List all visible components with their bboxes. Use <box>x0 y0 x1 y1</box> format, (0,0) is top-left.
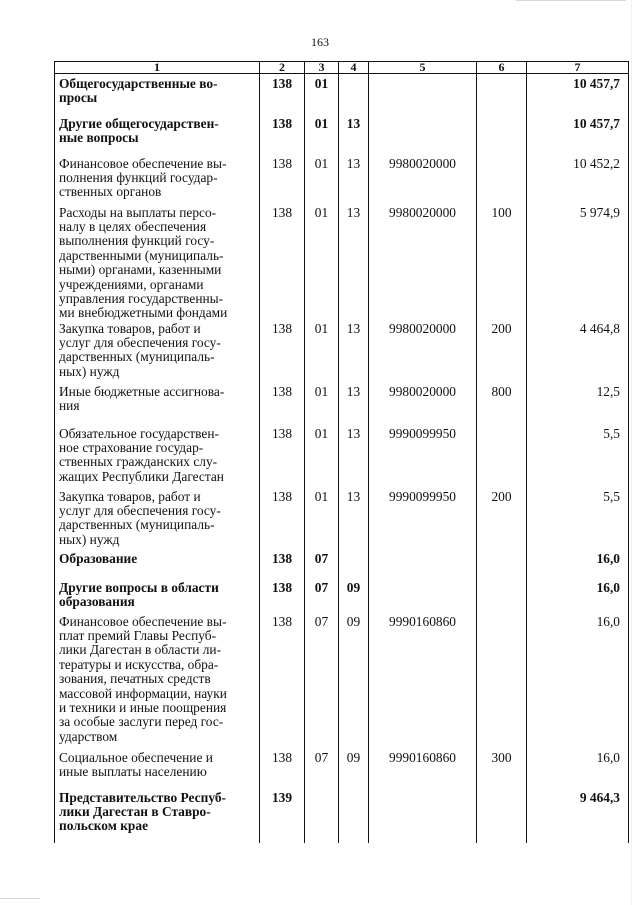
target-article-code: 9980020000 <box>369 206 477 322</box>
column-header: 2 <box>260 62 305 74</box>
amount: 5,5 <box>527 490 629 552</box>
row-name: Другие вопросы в области образования <box>55 581 260 615</box>
table-row <box>55 322 629 385</box>
target-article-code: 9980020000 <box>369 385 477 427</box>
row-name: Закупка товаров, работ и услуг для обеспечения госу- дарственных (муниципаль- ных) нужд <box>55 322 260 385</box>
budget-table <box>54 61 629 843</box>
table-row <box>55 74 629 117</box>
page-number: 163 <box>311 35 329 49</box>
target-article-code <box>369 552 477 581</box>
subsection-code <box>339 791 369 843</box>
expense-type-code <box>477 791 527 843</box>
amount: 12,5 <box>527 385 629 427</box>
ministry-code: 138 <box>260 552 305 581</box>
table-row <box>55 427 629 490</box>
amount: 9 464,3 <box>527 791 629 843</box>
subsection-code: 13 <box>339 206 369 322</box>
target-article-code: 9990099950 <box>369 427 477 490</box>
row-name: Финансовое обеспечение вы- полнения функций государ- ственных органов <box>55 157 260 206</box>
section-code: 01 <box>305 157 339 206</box>
amount: 5 974,9 <box>527 206 629 322</box>
table-row <box>55 206 629 322</box>
table-row <box>55 490 629 552</box>
subsection-code: 13 <box>339 322 369 385</box>
table-row <box>55 751 629 791</box>
target-article-code: 9980020000 <box>369 157 477 206</box>
expense-type-code <box>477 117 527 157</box>
expense-type-code: 800 <box>477 385 527 427</box>
column-number-header-row <box>55 62 629 74</box>
subsection-code: 09 <box>339 751 369 791</box>
row-name: Социальное обеспечение и иные выплаты населению <box>55 751 260 791</box>
subsection-code <box>339 74 369 117</box>
amount: 10 457,7 <box>527 117 629 157</box>
section-code: 01 <box>305 322 339 385</box>
target-article-code: 9990160860 <box>369 615 477 751</box>
expense-type-code: 200 <box>477 322 527 385</box>
expense-type-code <box>477 581 527 615</box>
section-code: 01 <box>305 385 339 427</box>
ministry-code: 138 <box>260 615 305 751</box>
amount: 10 452,2 <box>527 157 629 206</box>
table-row <box>55 615 629 751</box>
amount: 5,5 <box>527 427 629 490</box>
expense-type-code <box>477 615 527 751</box>
column-header: 5 <box>369 62 477 74</box>
subsection-code: 09 <box>339 581 369 615</box>
target-article-code: 9990160860 <box>369 751 477 791</box>
subsection-code: 13 <box>339 385 369 427</box>
row-name: Расходы на выплаты персо- налу в целях обеспечения выполнения функций госу- дарственными (муниципаль- ными) органами, казенными учреждениями, органами управления государственны- ми внебюджетными фондами <box>55 206 260 322</box>
expense-type-code <box>477 427 527 490</box>
subsection-code <box>339 552 369 581</box>
target-article-code <box>369 117 477 157</box>
bottom-edge-rule <box>0 898 40 899</box>
budget-table-body <box>55 74 629 843</box>
top-edge-rule <box>516 0 626 1</box>
section-code: 01 <box>305 206 339 322</box>
column-header: 1 <box>55 62 260 74</box>
target-article-code <box>369 581 477 615</box>
row-name: Другие общегосударствен- ные вопросы <box>55 117 260 157</box>
section-code: 07 <box>305 615 339 751</box>
amount: 4 464,8 <box>527 322 629 385</box>
section-code: 01 <box>305 490 339 552</box>
section-code: 07 <box>305 552 339 581</box>
ministry-code: 138 <box>260 427 305 490</box>
amount: 10 457,7 <box>527 74 629 117</box>
row-name: Общегосударственные во- просы <box>55 74 260 117</box>
ministry-code: 138 <box>260 490 305 552</box>
row-name: Представительство Респуб- лики Дагестан в Ставро- польском крае <box>55 791 260 843</box>
row-name: Финансовое обеспечение вы- плат премий Главы Респуб- лики Дагестан в области ли- тературы и искусства, обра- зования, печатных средств массовой информации, науки и техники и иные поощрения за особые заслуги перед гос- ударством <box>55 615 260 751</box>
expense-type-code <box>477 552 527 581</box>
target-article-code: 9980020000 <box>369 322 477 385</box>
table-row <box>55 552 629 581</box>
ministry-code: 138 <box>260 157 305 206</box>
row-name: Закупка товаров, работ и услуг для обеспечения госу- дарственных (муниципаль- ных) нужд <box>55 490 260 552</box>
ministry-code: 139 <box>260 791 305 843</box>
ministry-code: 138 <box>260 385 305 427</box>
ministry-code: 138 <box>260 581 305 615</box>
section-code <box>305 791 339 843</box>
target-article-code <box>369 791 477 843</box>
table-row <box>55 117 629 157</box>
section-code: 01 <box>305 74 339 117</box>
subsection-code: 13 <box>339 157 369 206</box>
ministry-code: 138 <box>260 117 305 157</box>
column-header: 4 <box>339 62 369 74</box>
row-name: Обязательное государствен- ное страхование государ- ственных гражданских слу- жащих Республики Дагестан <box>55 427 260 490</box>
ministry-code: 138 <box>260 322 305 385</box>
column-header: 6 <box>477 62 527 74</box>
ministry-code: 138 <box>260 751 305 791</box>
row-name: Иные бюджетные ассигнова- ния <box>55 385 260 427</box>
subsection-code: 09 <box>339 615 369 751</box>
section-code: 07 <box>305 751 339 791</box>
expense-type-code <box>477 74 527 117</box>
expense-type-code <box>477 157 527 206</box>
ministry-code: 138 <box>260 74 305 117</box>
table-row <box>55 157 629 206</box>
row-name: Образование <box>55 552 260 581</box>
column-header: 7 <box>527 62 629 74</box>
amount: 16,0 <box>527 552 629 581</box>
subsection-code: 13 <box>339 427 369 490</box>
right-edge-rule <box>631 0 632 905</box>
target-article-code: 9990099950 <box>369 490 477 552</box>
table-row <box>55 791 629 843</box>
expense-type-code: 100 <box>477 206 527 322</box>
section-code: 07 <box>305 581 339 615</box>
amount: 16,0 <box>527 581 629 615</box>
ministry-code: 138 <box>260 206 305 322</box>
target-article-code <box>369 74 477 117</box>
amount: 16,0 <box>527 751 629 791</box>
expense-type-code: 300 <box>477 751 527 791</box>
expense-type-code: 200 <box>477 490 527 552</box>
column-header: 3 <box>305 62 339 74</box>
table-row <box>55 581 629 615</box>
section-code: 01 <box>305 427 339 490</box>
section-code: 01 <box>305 117 339 157</box>
subsection-code: 13 <box>339 117 369 157</box>
amount: 16,0 <box>527 615 629 751</box>
table-row <box>55 385 629 427</box>
subsection-code: 13 <box>339 490 369 552</box>
